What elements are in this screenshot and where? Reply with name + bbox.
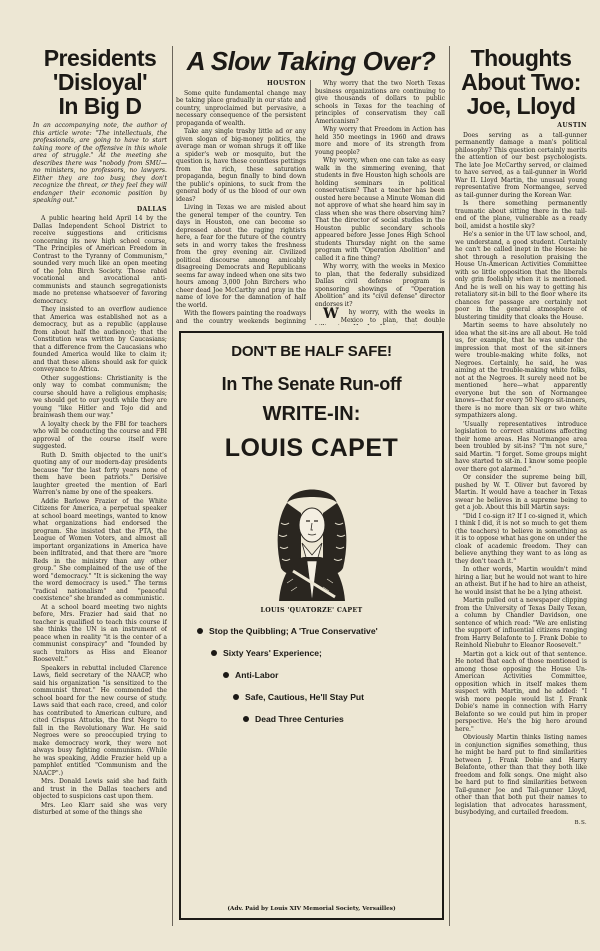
ad-bullet-text: Dead Three Centuries xyxy=(255,714,344,724)
byline-signature: B.S. xyxy=(574,819,587,826)
portrait-caption: LOUIS 'QUATORZE' CAPET xyxy=(260,607,363,614)
ad-line-dont-be-half-safe: DON'T BE HALF SAFE! xyxy=(231,343,392,360)
article-paragraph: With the flowers painting the roadways and the country weekends beginning xyxy=(176,310,306,325)
bullet-dot-icon xyxy=(223,672,229,678)
ad-bullet xyxy=(245,692,442,702)
column-rule xyxy=(310,80,311,320)
presidents-headline-line: In Big D xyxy=(58,93,142,119)
center-headline: A Slow Taking Over? xyxy=(186,46,436,76)
article-paragraph: Why worry, with the weeks in Mexico to plan, that double xyxy=(323,306,445,324)
dateline: AUSTIN xyxy=(557,122,587,129)
thoughts-headline xyxy=(452,46,590,118)
article-paragraph: Ruth D. Smith objected to the unit's quoting any of our modern-day presidents because "for the last forty years none of them have been patriots." Derisive laughter greeted the mention of Earl Warren's name by one of the speakers. xyxy=(33,451,167,496)
ad-line-candidate-name: LOUIS CAPET xyxy=(224,434,399,462)
bullet-dot-icon xyxy=(233,694,239,700)
column-rule xyxy=(449,46,450,926)
ad-bullet xyxy=(255,714,442,724)
presidents-article xyxy=(33,122,167,926)
louis-xiv-portrait xyxy=(257,473,367,601)
dateline: DALLAS xyxy=(136,205,167,213)
article-paragraph: Why worry, when one can take as easy walk in the simmering evening, that students in five Houston high schools are holding seminars in political conservatism? That a teacher has been ousted here because a Minute Woman did not approve of what she heard him say in class when she was there observing him? That the director of social studies in the Houston public secondary schools appeared before Jesse Jones High School students Thursday night on the same program with "Operation Abolition" and called it a fine thing? xyxy=(315,157,445,262)
louis-capet-advertisement xyxy=(179,331,444,920)
article-paragraph: Why worry that the two North Texas business organizations are continuing to give thousands of dollars to public schools in Texas for the teaching of principles of conservatism they call Americanism? xyxy=(315,80,445,125)
article-paragraph: At a school board meeting two nights before, Mrs. Frazier had said that no teacher is qualified to teach this course if she thinks the UN is an instrument of peace when in reality "it is the center of a communist conspiracy" and "founded by such traitors as Hiss and Eleanor Roosevelt." xyxy=(33,603,167,663)
article-paragraph: Speakers in rebuttal included Clarence Laws, field secretary of the NAACP, who said his organization "is sensitized to the communist threat." He commended the school board for the new course of study. Laws said that each race, creed, and color has contributed to American culture, and cited Crispus Attucks, the first Negro to fall in the Revolutionary War. He said Negroes were so preoccupied trying to make democracy work, they were not always busy fighting communism. (While he was speaking, Addie Frazier held up a pamphlet entitled "Communism and the NAACP".) xyxy=(33,664,167,777)
article-paragraph: Does serving as a tall-gunner permanently damage a man's political philosophy? This question certainly merits the attention of our best psychologists. The late Joe McCarthy served, or claimed to have served, as a tail-gunner in World War II. Lloyd Martin, the unusual young representative from Normangee, served as tail-gunner during the Korean War. xyxy=(455,131,587,199)
article-paragraph: Mrs. Donald Lewis said she had faith and trust in the Dallas teachers and objected to suspicions cast upon them. xyxy=(33,778,167,800)
article-paragraph: Martin seems to have absolutely no idea what the sit-ins are all about. He told us, for example, that he was under the impression that most of the sit-inners were trouble-making white folks, not Negroes. Certainly, he said, he was aiming at the trouble-making white folks, not at the Negroes. It surely need not be mentioned here—what apparently everyone but the son of Normangee knows—that for every 50 Negro sit-inners, there is no more than six or two white sympathizers along. xyxy=(455,322,587,419)
article-paragraph: Or consider the supreme being bill, pushed by W. T. Oliver but favored by Martin. It would have a teacher in Texas swear he believes in a supreme being to get a job. About this bill Martin says: xyxy=(455,474,587,511)
thoughts-headline-line: Joe, Lloyd xyxy=(466,93,576,119)
article-paragraph: A loyalty check by the FBI for teachers who will be conducting the course and FBI approval of the course itself were suggested. xyxy=(33,420,167,450)
article-paragraph: They insisted to an overflow audience that America was established not as a democracy, but as a republic (applause from about half the audience); that the Constitution was written by Caucasians; that a difference from the Caucasians who founded America would like to claim it; and that these aliens should ask for quick conveyance to Africa. xyxy=(33,306,167,373)
article-paragraph: Take any single trashy little ad or any given slogan of big-money politics, the average man or woman shrugs it off like a spider's web or mosquito, but the question is, have these countless pettings from the rich, these saturation propaganda, begun finally to bind down the public's opinions, to suck from the general body of us the blood of our own ideas? xyxy=(176,128,306,203)
ad-bullet-text: Safe, Cautious, He'll Stay Put xyxy=(245,692,365,702)
column-rule xyxy=(172,46,173,926)
article-paragraph: Why worry that Freedom in Action has held 350 meetings in 1960 and draws more and more of its strength from young people? xyxy=(315,126,445,156)
ad-bullet xyxy=(235,670,442,680)
article-intro: In an accompanying note, the author of this article wrote: "The intellectuals, the professionals, are going to have to start taking more of the offensive in this whole area of struggle." At the meeting she describes there was "nobody from SMU—no ministers, no professors, no lawyers. Either they are too busy, they don't recognize the threat, or they feel they will endanger their economic position by speaking out." xyxy=(33,122,167,204)
presidents-headline-line: 'Disloyal' xyxy=(52,69,148,95)
article-paragraph: Living in Texas we are misled about the general temper of the country. Ten days in Houston, one can become so depressed about the raging rightists here, a fear for the future of the country sets in and worry takes the freshness from the grey evening air. Civilized political discourse among amicably disagreeing Democrats and Republicans seems far away indeed when one sits two hours among 3,000 John Birchers who cheer dead Joe McCarthy and pray in the name of love for the damnation of half the world. xyxy=(176,204,306,309)
slow-taking-article-part2 xyxy=(315,80,445,325)
ad-bullet xyxy=(223,648,442,658)
article-paragraph: Other suggestions: Christianity is the only way to combat communism; the course should have a religious emphasis; we should get to our youth while they are young "like Hitler and Tojo did and brainwash them our way." xyxy=(33,374,167,419)
ad-paid-notice: (Adv. Paid by Louis XIV Memorial Society, Versailles) xyxy=(227,906,396,912)
bullet-dot-icon xyxy=(197,628,203,634)
ad-bullet-text: Stop the Quibbling; A 'True Conservative' xyxy=(209,626,378,636)
article-paragraph: Why worry, with the weeks in Mexico to plan, that the federally subsidized Dallas civil defense program is sponsoring showings of "Operation Abolition" and its "civil defense" director endorses it? xyxy=(315,263,445,308)
article-paragraph: Some quite fundamental change may be taking place gradually in our state and country, unproclaimed but pervasive, a necessary consequence of the persistent propaganda of wealth. xyxy=(176,89,306,127)
article-paragraph: "Did I co-sign it? If I co-signed it, which I think I did, it is not so much to get them (the teachers) to believe in something as it is to oppose what has gone on under the cloak of academic freedom. They can believe anything they want to as long as they don't teach it." xyxy=(455,512,587,565)
presidents-headline-line: Presidents xyxy=(43,45,157,71)
article-paragraph: Martin pulled out a newspaper clipping from the University of Texas Daily Texan, a column by Chandler Davidson, one sentence of which read: "We are enlisting the support of influential citizens ranging from Harry Belafonte to J. Frank Dobie to Reinhold Niebuhr to Eleanor Roosevelt." xyxy=(455,597,587,649)
article-paragraph: Obviously Martin thinks listing names in conjunction signifies something, thus he might be hard put to find similarities between J. Frank Dobie and Harry Belafonte, other than that they both like freedom and folk songs. One might also be hard put to find similarities between Tail-gunner Joe and Tail-gunner Lloyd, other than that both put their names to legislation that advocates harassment, busybodying, and curtailed freedom. xyxy=(455,734,587,816)
article-paragraph: In other words, Martin wouldn't mind hiring a liar, but he would not want to hire an atheist. But if he had to hire an atheist, he would insist that he be a lying atheist. xyxy=(455,566,587,596)
thoughts-headline-line: Thoughts xyxy=(470,45,572,71)
article-paragraph: 'Usually representatives introduce legislation to correct situations affecting their home areas. Has Normangee area been troubled by sit-ins? "I'm not sure," said Martin. "I forget. Some groups might have started to sit-in. I know some people over there got alarmed." xyxy=(455,420,587,473)
thoughts-headline-line: About Two: xyxy=(461,69,581,95)
ad-line-write-in: WRITE-IN: xyxy=(262,403,361,425)
ad-bullet-list xyxy=(181,626,442,724)
presidents-headline xyxy=(30,46,170,118)
article-paragraph: Martin got a kick out of that sentence. He noted that each of those mentioned is among those opposing the House Un-American Activities Committee, opposition which in itself makes them suspect with Martin, and he added: "I wish more people would list J. Frank Dobie's name in connection with Harry Belafonte so we could put him in proper perspective. He's the big hero around here." xyxy=(455,650,587,733)
ad-bullet-text: Anti-Labor xyxy=(235,670,279,680)
ad-line-senate-runoff: In The Senate Run-off xyxy=(221,374,402,394)
article-paragraph: Is there something permanently traumatic about sitting there in the tail-end of the plane, vulnerable as a ready boil, amidst a hostile sky? xyxy=(455,200,587,230)
bullet-dot-icon xyxy=(243,716,249,722)
article-paragraph: A public hearing held April 14 by the Dallas Independent School District to receive suggestions and criticisms concerning its new high school course, "The Principles of American Freedom in Contrast to the Tyranny of Communism," sounded very much like an open meeting of the John Birch Society. Those rabid vocational and avocational anti-communists and staunch segregationists made no pretense whatsoever of favoring democracy. xyxy=(33,215,167,305)
thoughts-article xyxy=(455,122,587,926)
article-paragraph: Mrs. Leo Klarr said she was very disturbed at some of the things she xyxy=(33,801,167,816)
ad-bullet-text: Sixty Years' Experience; xyxy=(223,648,322,658)
article-paragraph: He's a senior in the UT law school, and, we understand, a good student. Certainly he can't be called inept in the House: he shot through a resolution praising the House Un-American Activities Committee with so little opposition that the liberals only grin foolishly when it is mentioned. And he is well on his way to getting his retaliatory sit-in bill to the floor where its chances for passage are certainly not poor in the general atmosphere of blustering timidity that cloaks the House. xyxy=(455,231,587,321)
ad-bullet xyxy=(209,626,442,636)
dateline: HOUSTON xyxy=(267,80,306,87)
article-paragraph: Addie Barlowe Frazier of the White Citizens for America, a perpetual speaker at school board meetings, wanted to know what organizations had endorsed the program. She insisted that the PTA, the League of Women Voters, and almost all important organizations in America have been infiltrated, and that there are "more Reds in the ministry than any other group." She complained of the use of the word "democracy." "It is sickening the way the word democracy is used." The terms "radical nationalism" and "peaceful coexistence" she branded as communistic. xyxy=(33,497,167,602)
slow-taking-article-part1 xyxy=(176,80,306,325)
bullet-dot-icon xyxy=(211,650,217,656)
